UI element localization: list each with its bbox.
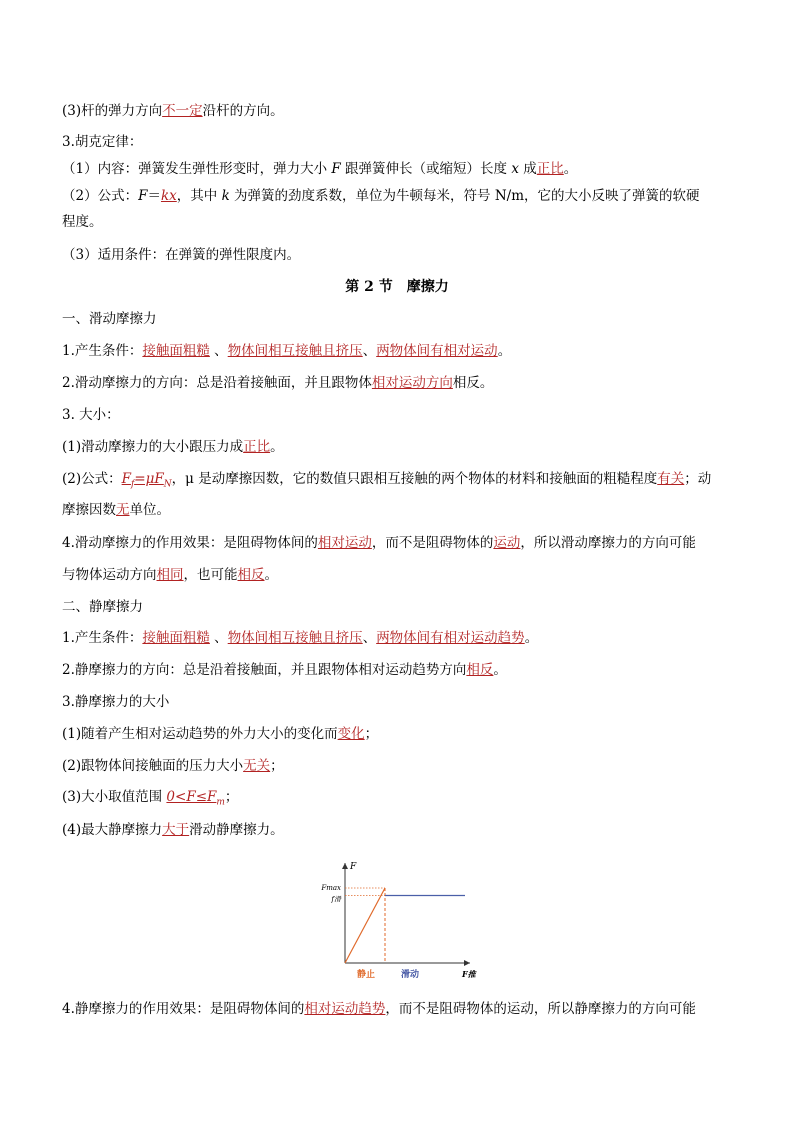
answer-blank: 接触面粗糙	[142, 630, 210, 646]
text-line: （3）适用条件：在弹簧的弹性限度内。	[62, 247, 301, 263]
text-line: 程度。	[62, 214, 103, 230]
text-line: (1)随着产生相对运动趋势的外力大小的变化而变化；	[62, 726, 379, 742]
answer-blank: 有关	[657, 471, 685, 487]
formula-blank: $F_f=\mu F_N$	[121, 471, 172, 490]
text-line: 2.静摩擦力的方向：总是沿着接触面，并且跟物体相对运动趋势方向相反。	[62, 662, 507, 678]
y-axis-arrow	[342, 863, 348, 869]
formula-blank: $0<F\le F_m$	[166, 789, 225, 808]
text-line: 3. 大小：	[62, 407, 120, 423]
answer-blank: 不一定	[162, 103, 203, 119]
answer-blank: 接触面粗糙	[142, 343, 210, 359]
x-axis-arrow	[464, 960, 470, 966]
text-line: 4.滑动摩擦力的作用效果：是阻碍物体间的相对运动，而不是阻碍物体的运动，所以滑动摩擦力的方向可能	[62, 535, 696, 551]
answer-blank: 运动	[493, 535, 521, 551]
text-line: （1）内容：弹簧发生弹性形变时，弹力大小 F 跟弹簧伸长（或缩短）长度 x 成正比。	[62, 161, 578, 177]
text-line: (1)滑动摩擦力的大小跟压力成正比。	[62, 439, 284, 455]
answer-blank: 相同	[156, 567, 184, 583]
region-label-sliding: 滑动	[401, 970, 420, 980]
answer-blank: 无	[116, 502, 130, 518]
answer-blank: 两物体间有相对运动趋势	[376, 630, 525, 646]
static-friction-line	[345, 888, 385, 963]
text-line: 1.产生条件：接触面粗糙 、物体间相互接触且挤压、两物体间有相对运动。	[62, 343, 512, 359]
text-line: (3)杆的弹力方向不一定沿杆的方向。	[62, 103, 284, 119]
friction-graph-svg	[310, 855, 490, 985]
answer-blank: 相反	[237, 567, 265, 583]
text-line: (4)最大静摩擦力大于滑动静摩擦力。	[62, 822, 284, 838]
text-line: 3.胡克定律：	[62, 134, 143, 150]
text-line: 1.产生条件：接触面粗糙 、物体间相互接触且挤压、两物体间有相对运动趋势。	[62, 630, 539, 646]
answer-blank: 变化	[337, 726, 365, 742]
text-line: 2.滑动摩擦力的方向：总是沿着接触面，并且跟物体相对运动方向相反。	[62, 375, 494, 391]
section-title: 第 2 节 摩擦力	[345, 279, 449, 295]
text-line: 与物体运动方向相同，也可能相反。	[62, 567, 278, 583]
section-heading: 一、滑动摩擦力	[62, 311, 157, 327]
text-line: （2）公式：F＝kx，其中 k 为弹簧的劲度系数，单位为牛顿每米，符号 N/m，它的大小反映了弹簧的软硬	[62, 188, 700, 204]
answer-blank: 正比	[243, 439, 271, 455]
answer-blank: kx	[160, 188, 177, 204]
answer-blank: 无关	[243, 758, 271, 774]
answer-blank: 正比	[536, 161, 564, 177]
answer-blank: 物体间相互接触且挤压	[227, 630, 363, 646]
x-axis-label: F推	[462, 969, 476, 979]
answer-blank: 两物体间有相对运动	[376, 343, 498, 359]
text-line: (3)大小取值范围 $0<F\le F_m$；	[62, 789, 239, 808]
text-line: 4.静摩擦力的作用效果：是阻碍物体间的相对运动趋势，而不是阻碍物体的运动，所以静摩擦力的方向可能	[62, 1001, 696, 1017]
answer-blank: 相对运动方向	[371, 375, 453, 391]
text-line: (2)公式：$F_f=\mu F_N$，μ 是动摩擦因数，它的数值只跟相互接触的两个物体的材料和接触面的粗糙程度有关；动	[62, 471, 712, 490]
answer-blank: 物体间相互接触且挤压	[227, 343, 363, 359]
answer-blank: 相对运动趋势	[304, 1001, 386, 1017]
friction-graph	[310, 855, 490, 985]
section-heading: 二、静摩擦力	[62, 599, 143, 615]
region-label-static: 静止	[357, 970, 376, 980]
tick-label-fslide: f滑	[331, 895, 341, 904]
text-line: 3.静摩擦力的大小	[62, 694, 170, 710]
tick-label-fmax: Fmax	[321, 884, 341, 892]
answer-blank: 相反	[466, 662, 494, 678]
answer-blank: 大于	[162, 822, 190, 838]
y-axis-label: F	[350, 862, 357, 872]
text-line: (2)跟物体间接触面的压力大小无关；	[62, 758, 284, 774]
answer-blank: 相对运动	[317, 535, 372, 551]
text-line: 摩擦因数无单位。	[62, 502, 170, 518]
